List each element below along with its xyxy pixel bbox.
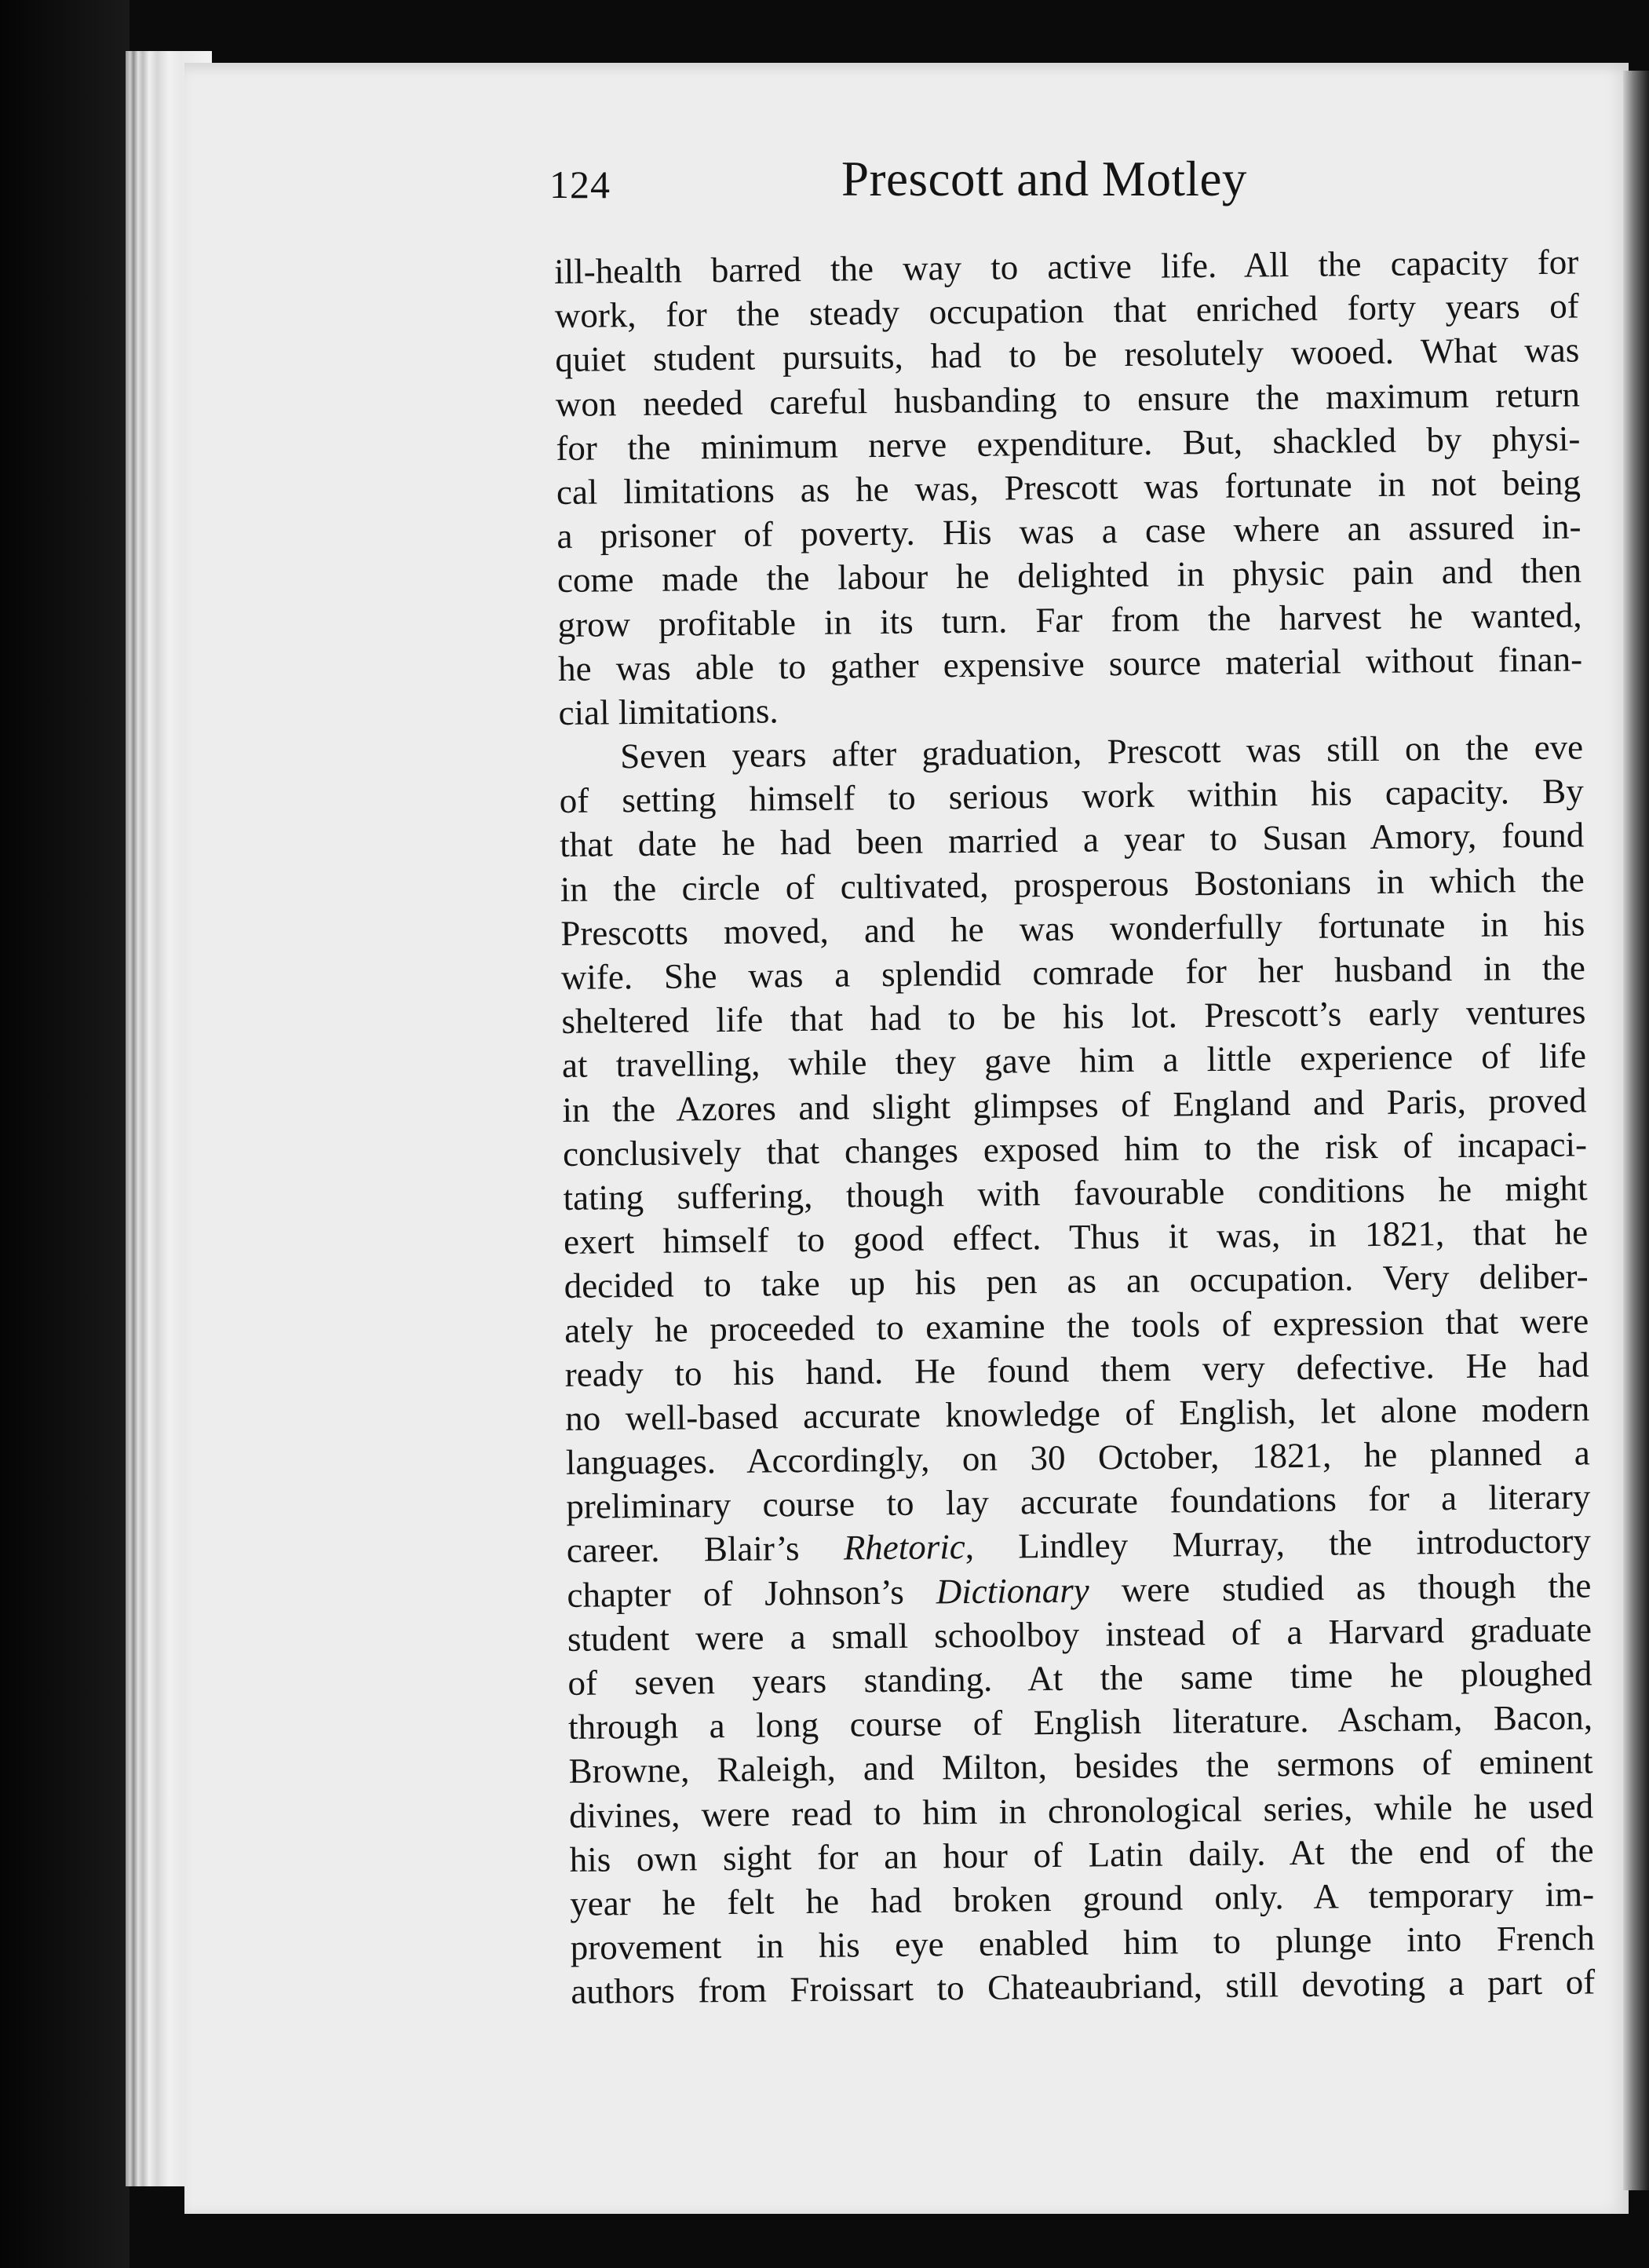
text-line: work, for the steady occupation that enriched forty years of (554, 286, 1579, 336)
text-line: authors from Froissart to Chateaubriand, still devoting a part of (571, 1962, 1596, 2012)
body-text (554, 239, 1596, 2014)
text-line: Prescotts moved, and he was wonderfully fortunate in his (560, 904, 1585, 953)
text-line: at travelling, while they gave him a little experience of life (561, 1035, 1587, 1086)
text-line: that date he had been married a year to Susan Amory, found (560, 815, 1585, 865)
text-line: his own sight for an hour of Latin daily. At the end of the (569, 1830, 1594, 1879)
text-line: career. Blair’s Rhetoric, Lindley Murray, the introductory (566, 1521, 1592, 1571)
text-line: through a long course of English literature. Ascham, Bacon, (567, 1697, 1593, 1748)
text-line: cial limitations. (558, 691, 779, 732)
text-line: Seven years after graduation, Prescott was still on the eve (619, 727, 1584, 776)
text-line: he was able to gather expensive source material without finan- (557, 639, 1583, 688)
text-line: in the circle of cultivated, prosperous Bostonians in which the (560, 860, 1585, 909)
text-line: of setting himself to serious work within his capacity. By (559, 771, 1584, 821)
text-line: exert himself to good effect. Thus it was, in 1821, that he (563, 1212, 1589, 1262)
text-line: a prisoner of poverty. His was a case where an assured in- (556, 506, 1582, 557)
text-line: provement in his eye enabled him to plunge into French (570, 1918, 1595, 1968)
text-line: in the Azores and slight glimpses of England and Paris, proved (562, 1079, 1587, 1130)
book-binding-shadow (0, 0, 130, 2268)
paragraph (559, 725, 1596, 2014)
text-line: of seven years standing. At the same time he ploughed (567, 1653, 1592, 1703)
running-head (549, 151, 1570, 214)
text-line: chapter of Johnson’s Dictionary were studied as though the (567, 1565, 1592, 1615)
text-line: sheltered life that had to be his lot. Prescott’s early ventures (561, 992, 1586, 1042)
text-line: year he felt he had broken ground only. A temporary im- (569, 1874, 1595, 1923)
text-line: preliminary course to lay accurate foundations for a literary (566, 1477, 1591, 1527)
page-number: 124 (549, 163, 611, 206)
text-line: languages. Accordingly, on 30 October, 1821, he planned a (565, 1433, 1591, 1482)
text-line: Browne, Raleigh, and Milton, besides the sermons of eminent (568, 1741, 1593, 1791)
text-line: tating suffering, though with favourable conditions he might (563, 1168, 1588, 1218)
text-line: divines, were read to him in chronological series, while he used (568, 1785, 1594, 1835)
paragraph (554, 239, 1583, 735)
text-line: ately he proceeded to examine the tools of expression that were (564, 1300, 1589, 1350)
text-line: for the minimum nerve expenditure. But, shackled by physi- (556, 418, 1581, 468)
page-right-edge (1623, 71, 1649, 2190)
text-line: cal limitations as he was, Prescott was fortunate in not being (556, 462, 1582, 512)
text-line: come made the labour he delighted in physic pain and then (556, 550, 1582, 601)
text-line: ill-health barred the way to active life. All the capacity for (554, 242, 1579, 291)
text-line: won needed careful husbanding to ensure the maximum return (555, 374, 1581, 424)
text-line: decided to take up his pen as an occupation. Very deliber- (564, 1256, 1589, 1306)
text-line: no well-based accurate knowledge of English, let alone modern (565, 1389, 1590, 1438)
text-line: ready to his hand. He found them very defective. He had (564, 1345, 1589, 1394)
text-line: quiet student pursuits, had to be resolutely wooed. What was (555, 330, 1580, 380)
text-line: wife. She was a splendid comrade for her husband in the (560, 948, 1586, 997)
text-line: grow profitable in its turn. Far from the harvest he wanted, (557, 594, 1582, 645)
text-line: conclusively that changes exposed him to the risk of incapaci- (562, 1124, 1588, 1174)
text-line: student were a small schoolboy instead of a Harvard graduate (567, 1609, 1592, 1659)
running-title: Prescott and Motley (841, 152, 1247, 206)
